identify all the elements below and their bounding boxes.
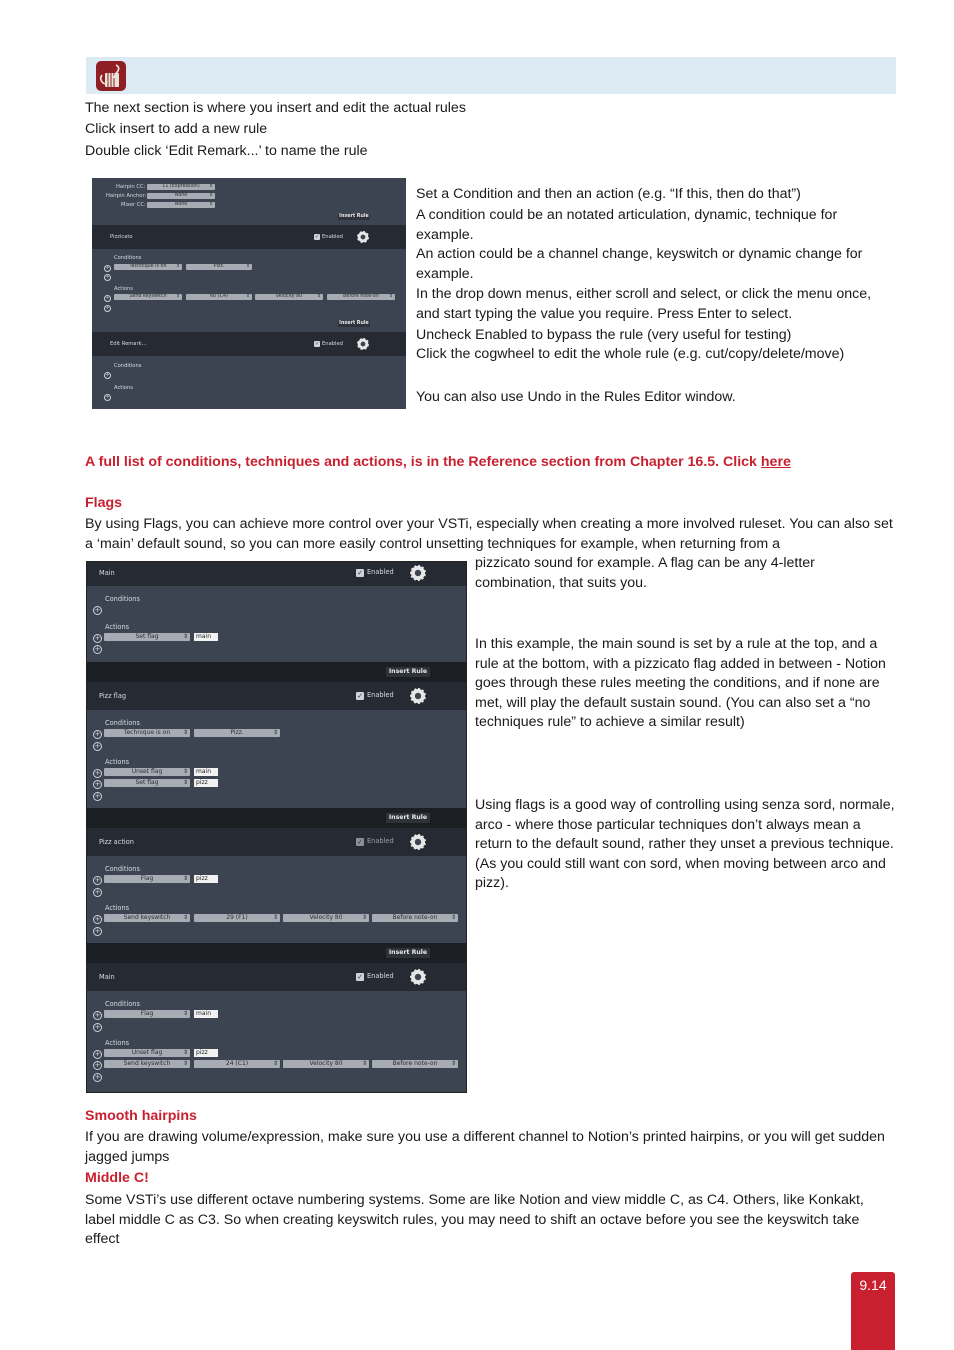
- cogwheel-icon[interactable]: [357, 231, 369, 243]
- rule-name[interactable]: Main: [99, 569, 115, 577]
- hairpin-anchor-label: Hairpin Anchor:: [106, 193, 147, 199]
- enabled-label: Enabled: [322, 234, 343, 240]
- add-action-icon[interactable]: +: [94, 927, 101, 935]
- intro-line-1: The next section is where you insert and edit the actual rules: [85, 100, 466, 116]
- enabled-label: Enabled: [367, 568, 394, 576]
- hairpin-cc-label: Hairpin CC:: [116, 184, 146, 190]
- enabled-label: Enabled: [367, 691, 394, 699]
- hairpin-anchor-select[interactable]: None ⇕: [147, 193, 215, 199]
- condition-type-select[interactable]: Flag ⇕: [104, 875, 190, 883]
- hairpin-cc-select[interactable]: 11 (Expression) ⇕: [147, 184, 215, 190]
- add-condition-icon[interactable]: +: [94, 742, 101, 750]
- action-timing-select[interactable]: Before note-on ⇕: [327, 294, 395, 300]
- action-type-select[interactable]: Unset flag ⇕: [104, 768, 190, 776]
- rules-text-5: Uncheck Enabled to bypass the rule (very useful for testing): [416, 327, 792, 343]
- flags-paragraph-1: By using Flags, you can achieve more control over your VSTi, especially when creating a more involved ruleset. You can also set a ‘main’ default sound, so you can more easily control unsetting techniques for example, when returning from a: [85, 516, 893, 552]
- rule-name[interactable]: Main: [99, 973, 115, 981]
- insert-rule-button[interactable]: Insert Rule: [386, 813, 430, 823]
- actions-label: Actions: [114, 286, 133, 292]
- flag-name-field[interactable]: pizz: [194, 779, 218, 787]
- add-condition-icon[interactable]: +: [94, 876, 101, 884]
- insert-rule-button[interactable]: Insert Rule: [339, 214, 369, 219]
- conditions-label: Conditions: [105, 1000, 140, 1008]
- rule-header[interactable]: [87, 828, 466, 856]
- hairpins-heading: Smooth hairpins: [85, 1108, 197, 1124]
- action-velocity-select[interactable]: Velocity 80 ⇕: [283, 914, 369, 922]
- flags-heading: Flags: [85, 495, 123, 511]
- flags-rules-screenshot: [86, 561, 467, 1093]
- action-type-select[interactable]: Send keyswitch ⇕: [114, 294, 182, 300]
- flags-paragraph-2: In this example, the main sound is set by a rule at the top, and a rule at the bottom, with a pizzicato flag added in between - Notion goes through these rules meeting the conditions, and if none are met, will play the default sustain sound. (You can also set a “no techniques rule” to achieve a similar result): [475, 636, 886, 731]
- flags-paragraph-3: Using flags is a good way of controlling using senza sord, normale, arco - where those particular techniques don’t always mean a return to the default sound, rather they unset a previous technique. (As you could still want con sord, when moving between arco and pizz).: [475, 797, 895, 892]
- conditions-label: Conditions: [105, 719, 140, 727]
- enabled-checkbox[interactable]: ✓: [357, 838, 363, 846]
- actions-label: Actions: [105, 623, 130, 631]
- intro-line-3: Double click ‘Edit Remark...’ to name the rule: [85, 143, 368, 159]
- add-condition-icon[interactable]: +: [94, 1011, 101, 1019]
- rules-text-3: An action could be a channel change, keyswitch or dynamic change for example.: [416, 246, 863, 282]
- flag-name-field[interactable]: main: [194, 1010, 218, 1018]
- rules-text-7: You can also use Undo in the Rules Editor window.: [416, 389, 736, 405]
- action-type-select[interactable]: Send keyswitch ⇕: [104, 1060, 190, 1068]
- add-condition-icon[interactable]: +: [94, 730, 101, 738]
- add-condition-icon[interactable]: +: [94, 888, 101, 896]
- add-action-icon[interactable]: +: [94, 634, 101, 642]
- rule-name[interactable]: Pizz flag: [99, 692, 127, 700]
- add-action-icon[interactable]: +: [94, 769, 101, 777]
- rule-header[interactable]: [92, 225, 406, 249]
- reference-note: A full list of conditions, techniques and actions, is in the Reference section from Chapter 16.5. Click here: [85, 454, 791, 470]
- action-type-select[interactable]: Set flag ⇕: [104, 633, 190, 641]
- add-action-icon[interactable]: +: [94, 780, 101, 788]
- rule-header[interactable]: [87, 562, 466, 586]
- insert-rule-button[interactable]: Insert Rule: [386, 667, 430, 677]
- enabled-label: Enabled: [367, 972, 394, 980]
- add-action-icon[interactable]: +: [94, 1073, 101, 1081]
- actions-label: Actions: [114, 385, 133, 391]
- action-timing-select[interactable]: Before note-on ⇕: [372, 1060, 458, 1068]
- add-condition-icon[interactable]: +: [94, 606, 101, 614]
- action-velocity-select[interactable]: Velocity 80 ⇕: [283, 1060, 369, 1068]
- enabled-checkbox[interactable]: ✓: [314, 341, 320, 347]
- actions-label: Actions: [105, 904, 130, 912]
- action-keyswitch-select[interactable]: 24 (C1) ⇕: [194, 1060, 280, 1068]
- add-action-icon[interactable]: +: [94, 915, 101, 923]
- insert-rule-button[interactable]: Insert Rule: [339, 321, 369, 326]
- enabled-checkbox[interactable]: ✓: [357, 692, 363, 700]
- rule-name[interactable]: Edit Remark...: [110, 341, 147, 347]
- add-action-icon[interactable]: +: [94, 792, 101, 800]
- action-type-select[interactable]: Unset flag ⇕: [104, 1049, 190, 1057]
- flag-name-field[interactable]: main: [194, 633, 218, 641]
- actions-label: Actions: [105, 758, 130, 766]
- conditions-label: Conditions: [114, 255, 142, 261]
- action-keyswitch-select[interactable]: 60 (C4) ⇕: [186, 294, 252, 300]
- condition-type-select[interactable]: Flag ⇕: [104, 1010, 190, 1018]
- enabled-label: Enabled: [367, 837, 394, 845]
- enabled-label: Enabled: [322, 341, 343, 347]
- rules-text-1: Set a Condition and then an action (e.g. “If this, then do that”): [416, 186, 801, 202]
- mixer-cc-select[interactable]: None ⇕: [147, 202, 215, 208]
- insert-rule-button[interactable]: Insert Rule: [386, 948, 430, 958]
- middle-c-heading: Middle C!: [85, 1170, 149, 1186]
- conditions-label: Conditions: [114, 363, 142, 369]
- action-velocity-select[interactable]: Velocity 80 ⇕: [255, 294, 323, 300]
- flag-name-field[interactable]: pizz: [194, 1049, 218, 1057]
- header-band: [86, 57, 896, 94]
- action-keyswitch-select[interactable]: 29 (F1) ⇕: [194, 914, 280, 922]
- action-timing-select[interactable]: Before note-on ⇕: [372, 914, 458, 922]
- cogwheel-icon[interactable]: [357, 338, 369, 350]
- add-condition-icon[interactable]: +: [105, 265, 110, 271]
- condition-type-select[interactable]: Technique is on ⇕: [114, 264, 182, 270]
- condition-type-select[interactable]: Technique is on ⇕: [104, 729, 190, 737]
- enabled-checkbox[interactable]: ✓: [357, 569, 363, 577]
- action-type-select[interactable]: Send keyswitch ⇕: [104, 914, 190, 922]
- actions-label: Actions: [105, 1039, 130, 1047]
- flag-name-field[interactable]: main: [194, 768, 218, 776]
- flag-name-field[interactable]: pizz: [194, 875, 218, 883]
- mixer-cc-label: Mixer CC:: [121, 202, 146, 208]
- conditions-label: Conditions: [105, 595, 140, 603]
- rule-header[interactable]: [87, 963, 466, 991]
- add-condition-icon[interactable]: +: [105, 274, 110, 280]
- hairpins-text: If you are drawing volume/expression, make sure you use a different channel to Notion’s printed hairpins, or you will get sudden jagged jumps: [85, 1129, 885, 1165]
- add-action-icon[interactable]: +: [94, 645, 101, 653]
- rule-header[interactable]: [92, 332, 406, 356]
- add-action-icon[interactable]: +: [94, 1061, 101, 1069]
- rule-header[interactable]: [87, 682, 466, 710]
- add-action-icon[interactable]: +: [94, 1050, 101, 1058]
- rule-name[interactable]: Pizz action: [99, 838, 134, 846]
- cogwheel-icon[interactable]: [410, 565, 426, 581]
- notion-logo-icon: [96, 61, 126, 91]
- add-condition-icon[interactable]: +: [94, 1023, 101, 1031]
- add-action-icon[interactable]: +: [105, 305, 110, 311]
- enabled-checkbox[interactable]: ✓: [357, 973, 363, 981]
- insert-rule-bar: [87, 943, 466, 963]
- add-action-icon[interactable]: +: [105, 394, 110, 400]
- condition-value-select[interactable]: Pizz. ⇕: [194, 729, 280, 737]
- middle-c-text: Some VSTi’s use different octave numbering systems. Some are like Notion and view middle C, as C4. Others, like Konkakt, label middle C as C3. So when creating keyswitch rules, you may need to shift an octave before you see the keyswitch take effect: [85, 1192, 864, 1248]
- rules-text-2: A condition could be an notated articulation, dynamic, technique for example.: [416, 207, 838, 243]
- rule-name[interactable]: Pizzicato: [110, 234, 133, 240]
- rules-text-4: In the drop down menus, either scroll and select, or click the menu once, and start typing the value you require. Press Enter to select.: [416, 286, 872, 322]
- page-number: 9.14: [851, 1272, 895, 1350]
- conditions-label: Conditions: [105, 865, 140, 873]
- cogwheel-icon[interactable]: [410, 969, 426, 985]
- add-action-icon[interactable]: +: [105, 295, 110, 301]
- reference-link[interactable]: here: [760, 454, 791, 470]
- intro-line-2: Click insert to add a new rule: [85, 121, 268, 137]
- cogwheel-icon[interactable]: [410, 688, 426, 704]
- condition-value-select[interactable]: Pizz. ⇕: [186, 264, 252, 270]
- rules-text-6: Click the cogwheel to edit the whole rule (e.g. cut/copy/delete/move): [416, 346, 845, 362]
- enabled-checkbox[interactable]: ✓: [314, 234, 320, 240]
- rules-editor-screenshot: [92, 178, 406, 409]
- cogwheel-icon[interactable]: [410, 834, 426, 850]
- flags-paragraph-1b: pizzicato sound for example. A flag can be any 4-letter combination, that suits you.: [475, 555, 815, 591]
- add-condition-icon[interactable]: +: [105, 372, 110, 378]
- insert-rule-bar: [87, 808, 466, 828]
- insert-rule-bar: [87, 662, 466, 682]
- action-type-select[interactable]: Set flag ⇕: [104, 779, 190, 787]
